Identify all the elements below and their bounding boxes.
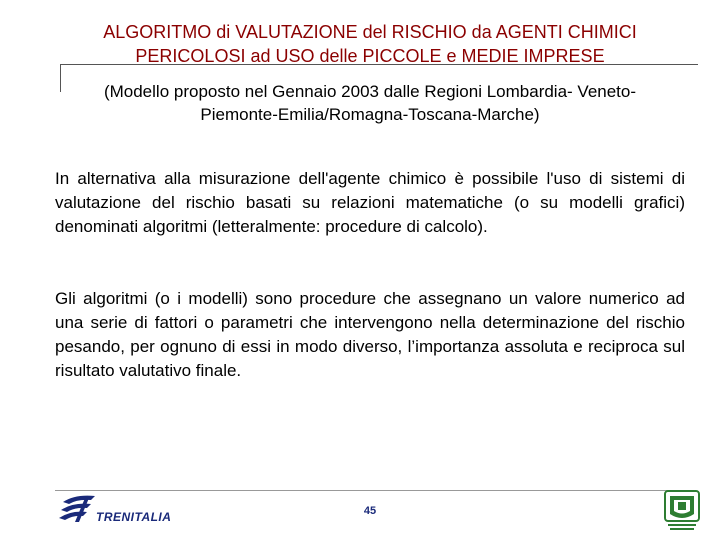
page-title	[40, 20, 700, 68]
subtitle	[50, 80, 690, 126]
subtitle-line-2: Piemonte-Emilia/Romagna-Toscana-Marche)	[200, 105, 540, 124]
title-rule	[60, 64, 698, 65]
brand-name: TRENITALIA	[96, 510, 172, 524]
paragraph-2: Gli algoritmi (o i modelli) sono procedure che assegnano un valore numerico ad una serie di fattori o parametri che intervengono nella determinazione del rischio pesando, per ognuno di essi in modo diverso, l’importanza assoluta e reciproca sul risultato valutativo finale.	[55, 289, 685, 380]
paragraph-1: In alternativa alla misurazione dell'agente chimico è possibile l'uso di sistemi di valutazione del rischio basati su relazioni matematiche (o su modelli grafici) denominati algoritmi (letteralmente: procedure di calcolo).	[55, 169, 685, 236]
title-line-1: ALGORITMO di VALUTAZIONE del RISCHIO da AGENTI CHIMICI	[103, 22, 637, 42]
subtitle-line-1: (Modello proposto nel Gennaio 2003 dalle Regioni Lombardia- Veneto-	[103, 82, 637, 101]
title-line-2: PERICOLOSI ad USO delle PICCOLE e MEDIE IMPRESE	[135, 46, 605, 66]
regional-emblem-icon	[664, 490, 700, 534]
page-number: 45	[363, 505, 377, 517]
